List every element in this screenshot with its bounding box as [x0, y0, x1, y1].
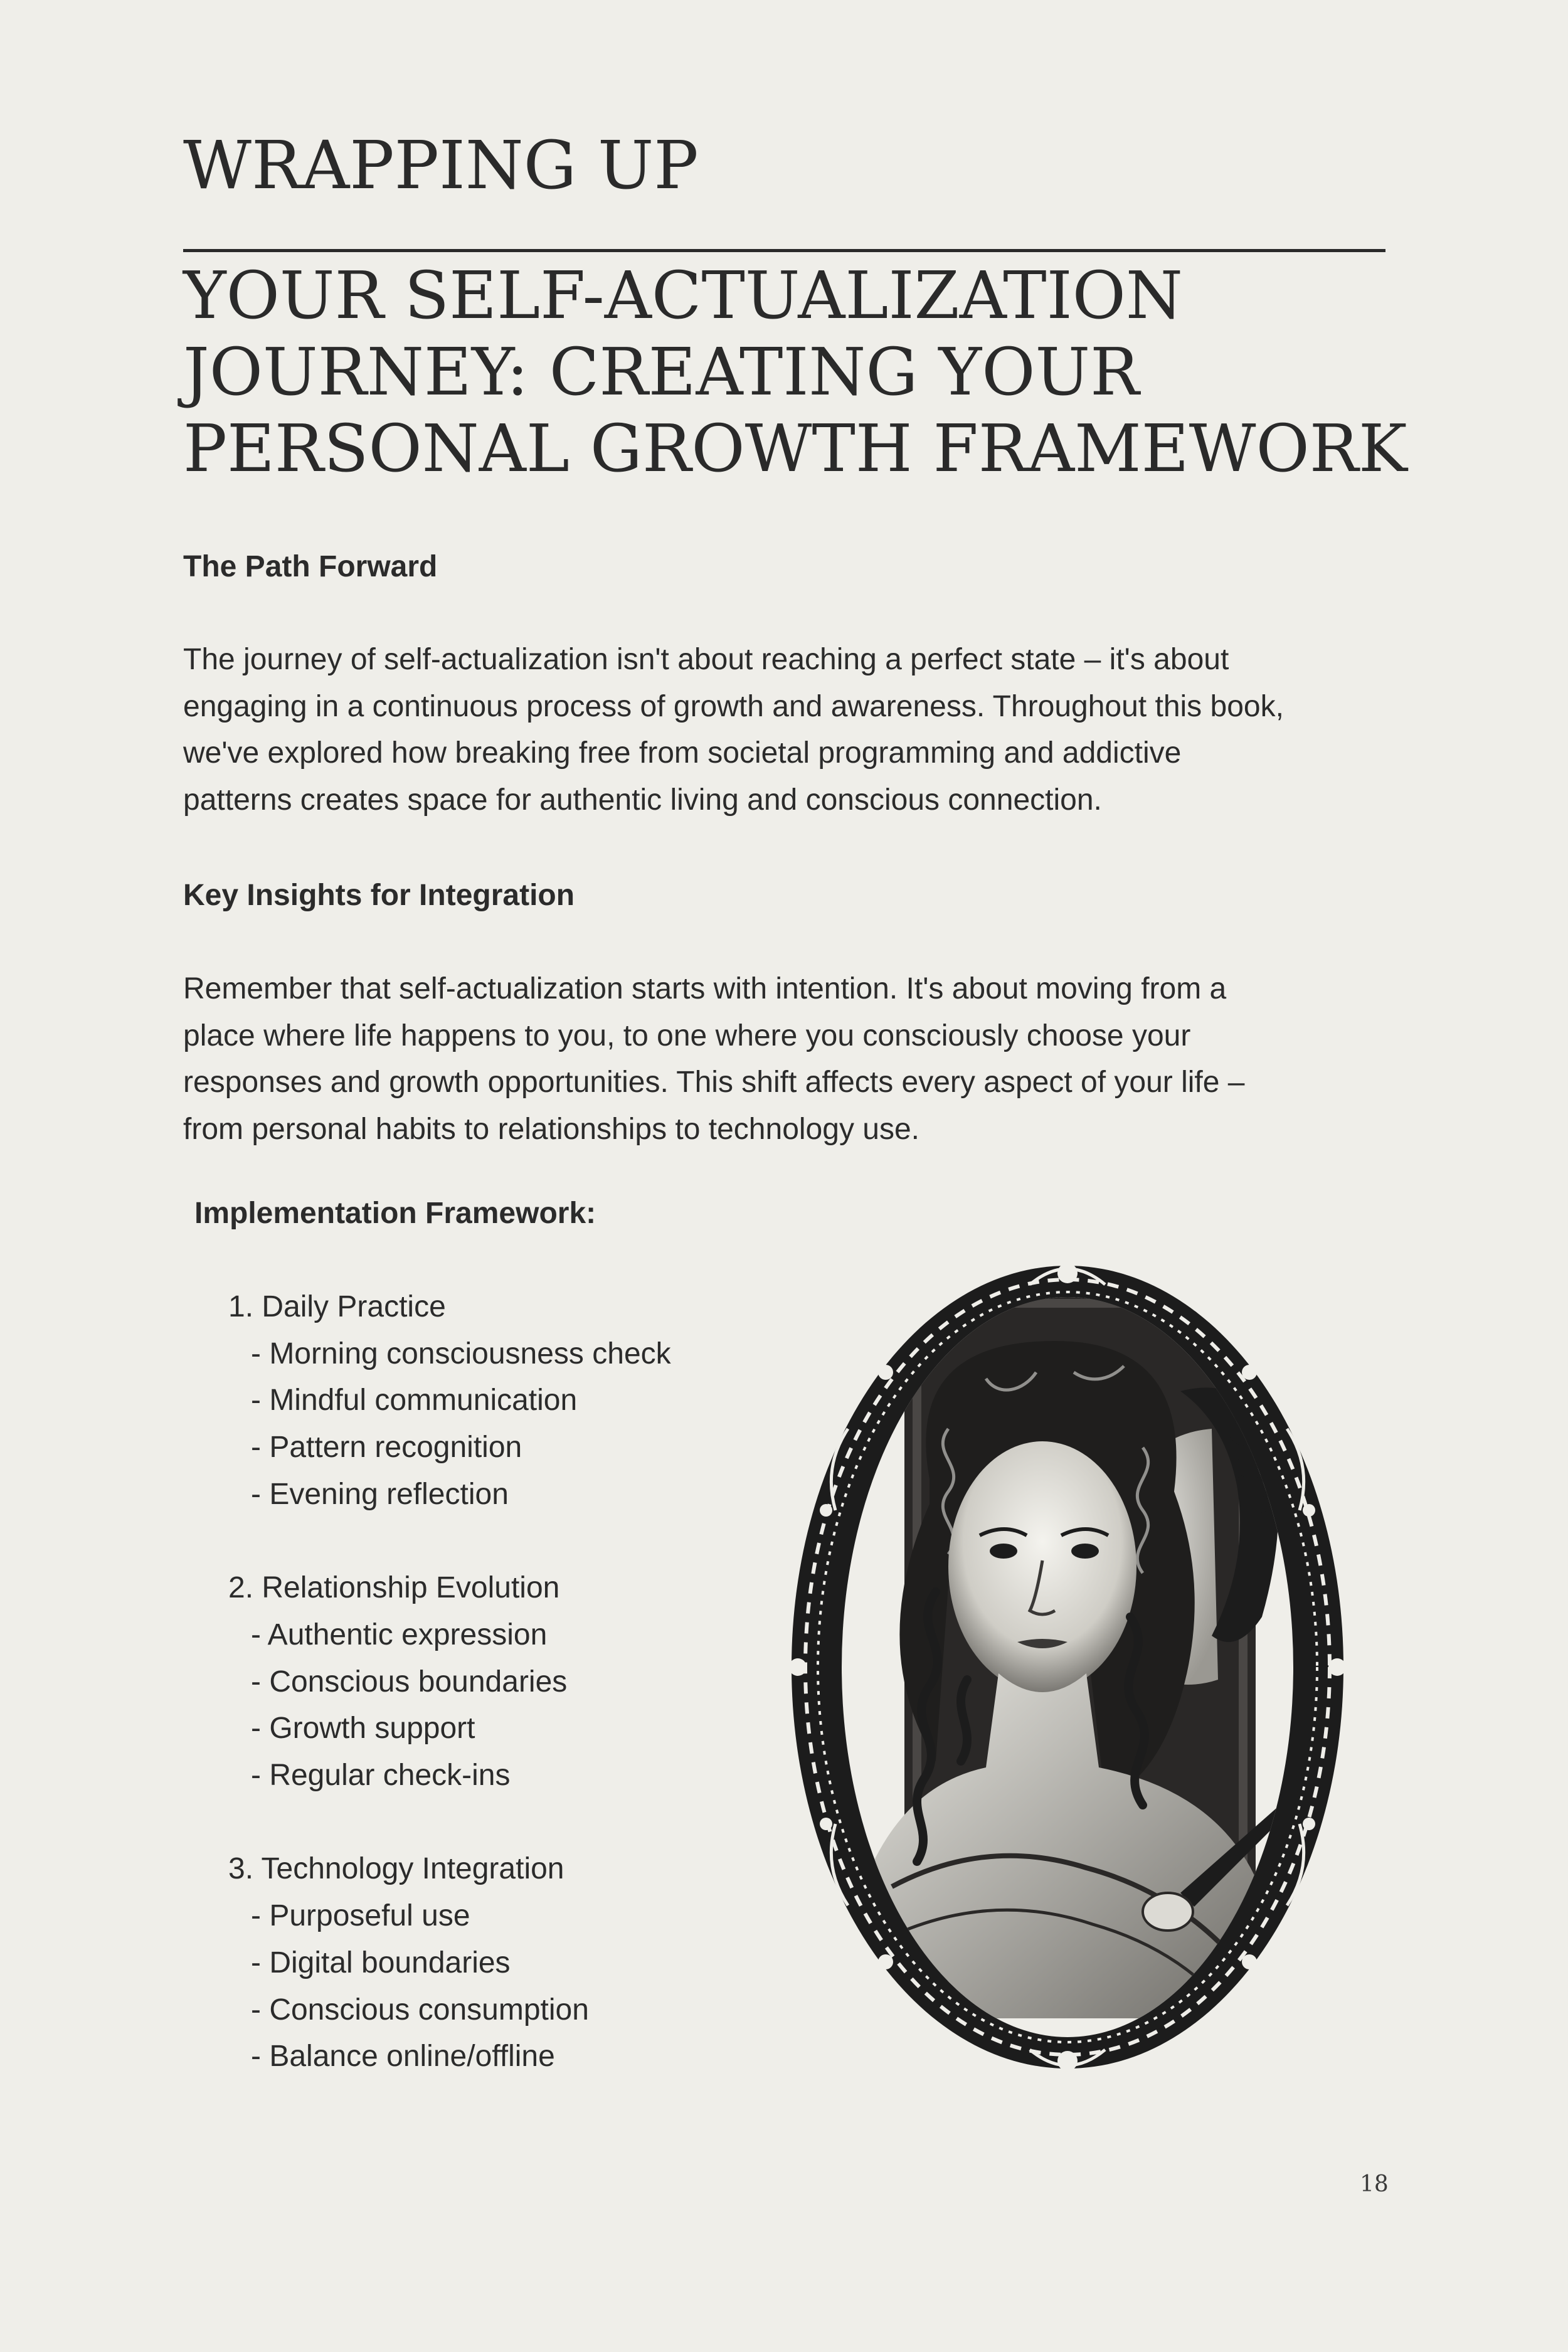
paragraph-path-forward	[183, 637, 1406, 824]
list-item: - Regular check-ins	[251, 1759, 511, 1793]
list-item: - Conscious consumption	[251, 1993, 589, 2026]
portrait-face	[948, 1441, 1136, 1692]
paragraph-line: patterns creates space for authentic living and conscious connection.	[183, 783, 1102, 817]
chapter-label: WRAPPING UP	[183, 127, 699, 204]
framework-group	[228, 1565, 671, 1799]
list-item: - Evening reflection	[251, 1477, 509, 1511]
list-item: - Morning consciousness check	[251, 1337, 671, 1370]
paragraph-line: place where life happens to you, to one where you consciously choose your	[183, 1019, 1191, 1052]
list-item: - Purposeful use	[251, 1899, 470, 1933]
framework-group-title: 2. Relationship Evolution	[228, 1571, 560, 1605]
paragraph-line: engaging in a continuous process of growth and awareness. Throughout this book,	[183, 689, 1284, 723]
list-item: - Balance online/offline	[251, 2040, 555, 2074]
title-divider	[183, 249, 1385, 252]
paragraph-line: The journey of self-actualization isn't about reaching a perfect state – it's about	[183, 643, 1229, 676]
page-title-line: PERSONAL GROWTH FRAMEWORK	[183, 410, 1407, 487]
list-item: - Mindful communication	[251, 1384, 578, 1417]
page-title-line: YOUR SELF-ACTUALIZATION	[183, 257, 1183, 334]
framework-group	[228, 1846, 671, 2080]
ornate-mirror-portrait-illustration	[779, 1241, 1356, 2081]
framework-group-title: 3. Technology Integration	[228, 1852, 564, 1886]
framework-group-title: 1. Daily Practice	[228, 1290, 446, 1323]
paragraph-line: we've explored how breaking free from societal programming and addictive	[183, 736, 1182, 770]
section-heading-framework: Implementation Framework:	[194, 1197, 596, 1230]
page-title	[183, 257, 1412, 487]
framework-group	[228, 1284, 671, 1518]
section-heading-key-insights: Key Insights for Integration	[183, 879, 575, 912]
list-item: - Authentic expression	[251, 1618, 548, 1651]
section-heading-path-forward: The Path Forward	[183, 550, 438, 583]
list-item: - Conscious boundaries	[251, 1665, 568, 1698]
page-title-line: JOURNEY: CREATING YOUR	[183, 334, 1140, 410]
paragraph-key-insights	[183, 966, 1406, 1153]
paragraph-line: Remember that self-actualization starts with intention. It's about moving from a	[183, 972, 1227, 1005]
page-number: 18	[1360, 2171, 1389, 2197]
paragraph-line: from personal habits to relationships to technology use.	[183, 1112, 920, 1146]
framework-list	[228, 1284, 671, 2080]
list-item: - Pattern recognition	[251, 1431, 522, 1465]
paragraph-line: responses and growth opportunities. This shift affects every aspect of your life –	[183, 1066, 1245, 1099]
list-item: - Growth support	[251, 1712, 475, 1745]
list-item: - Digital boundaries	[251, 1946, 511, 1979]
